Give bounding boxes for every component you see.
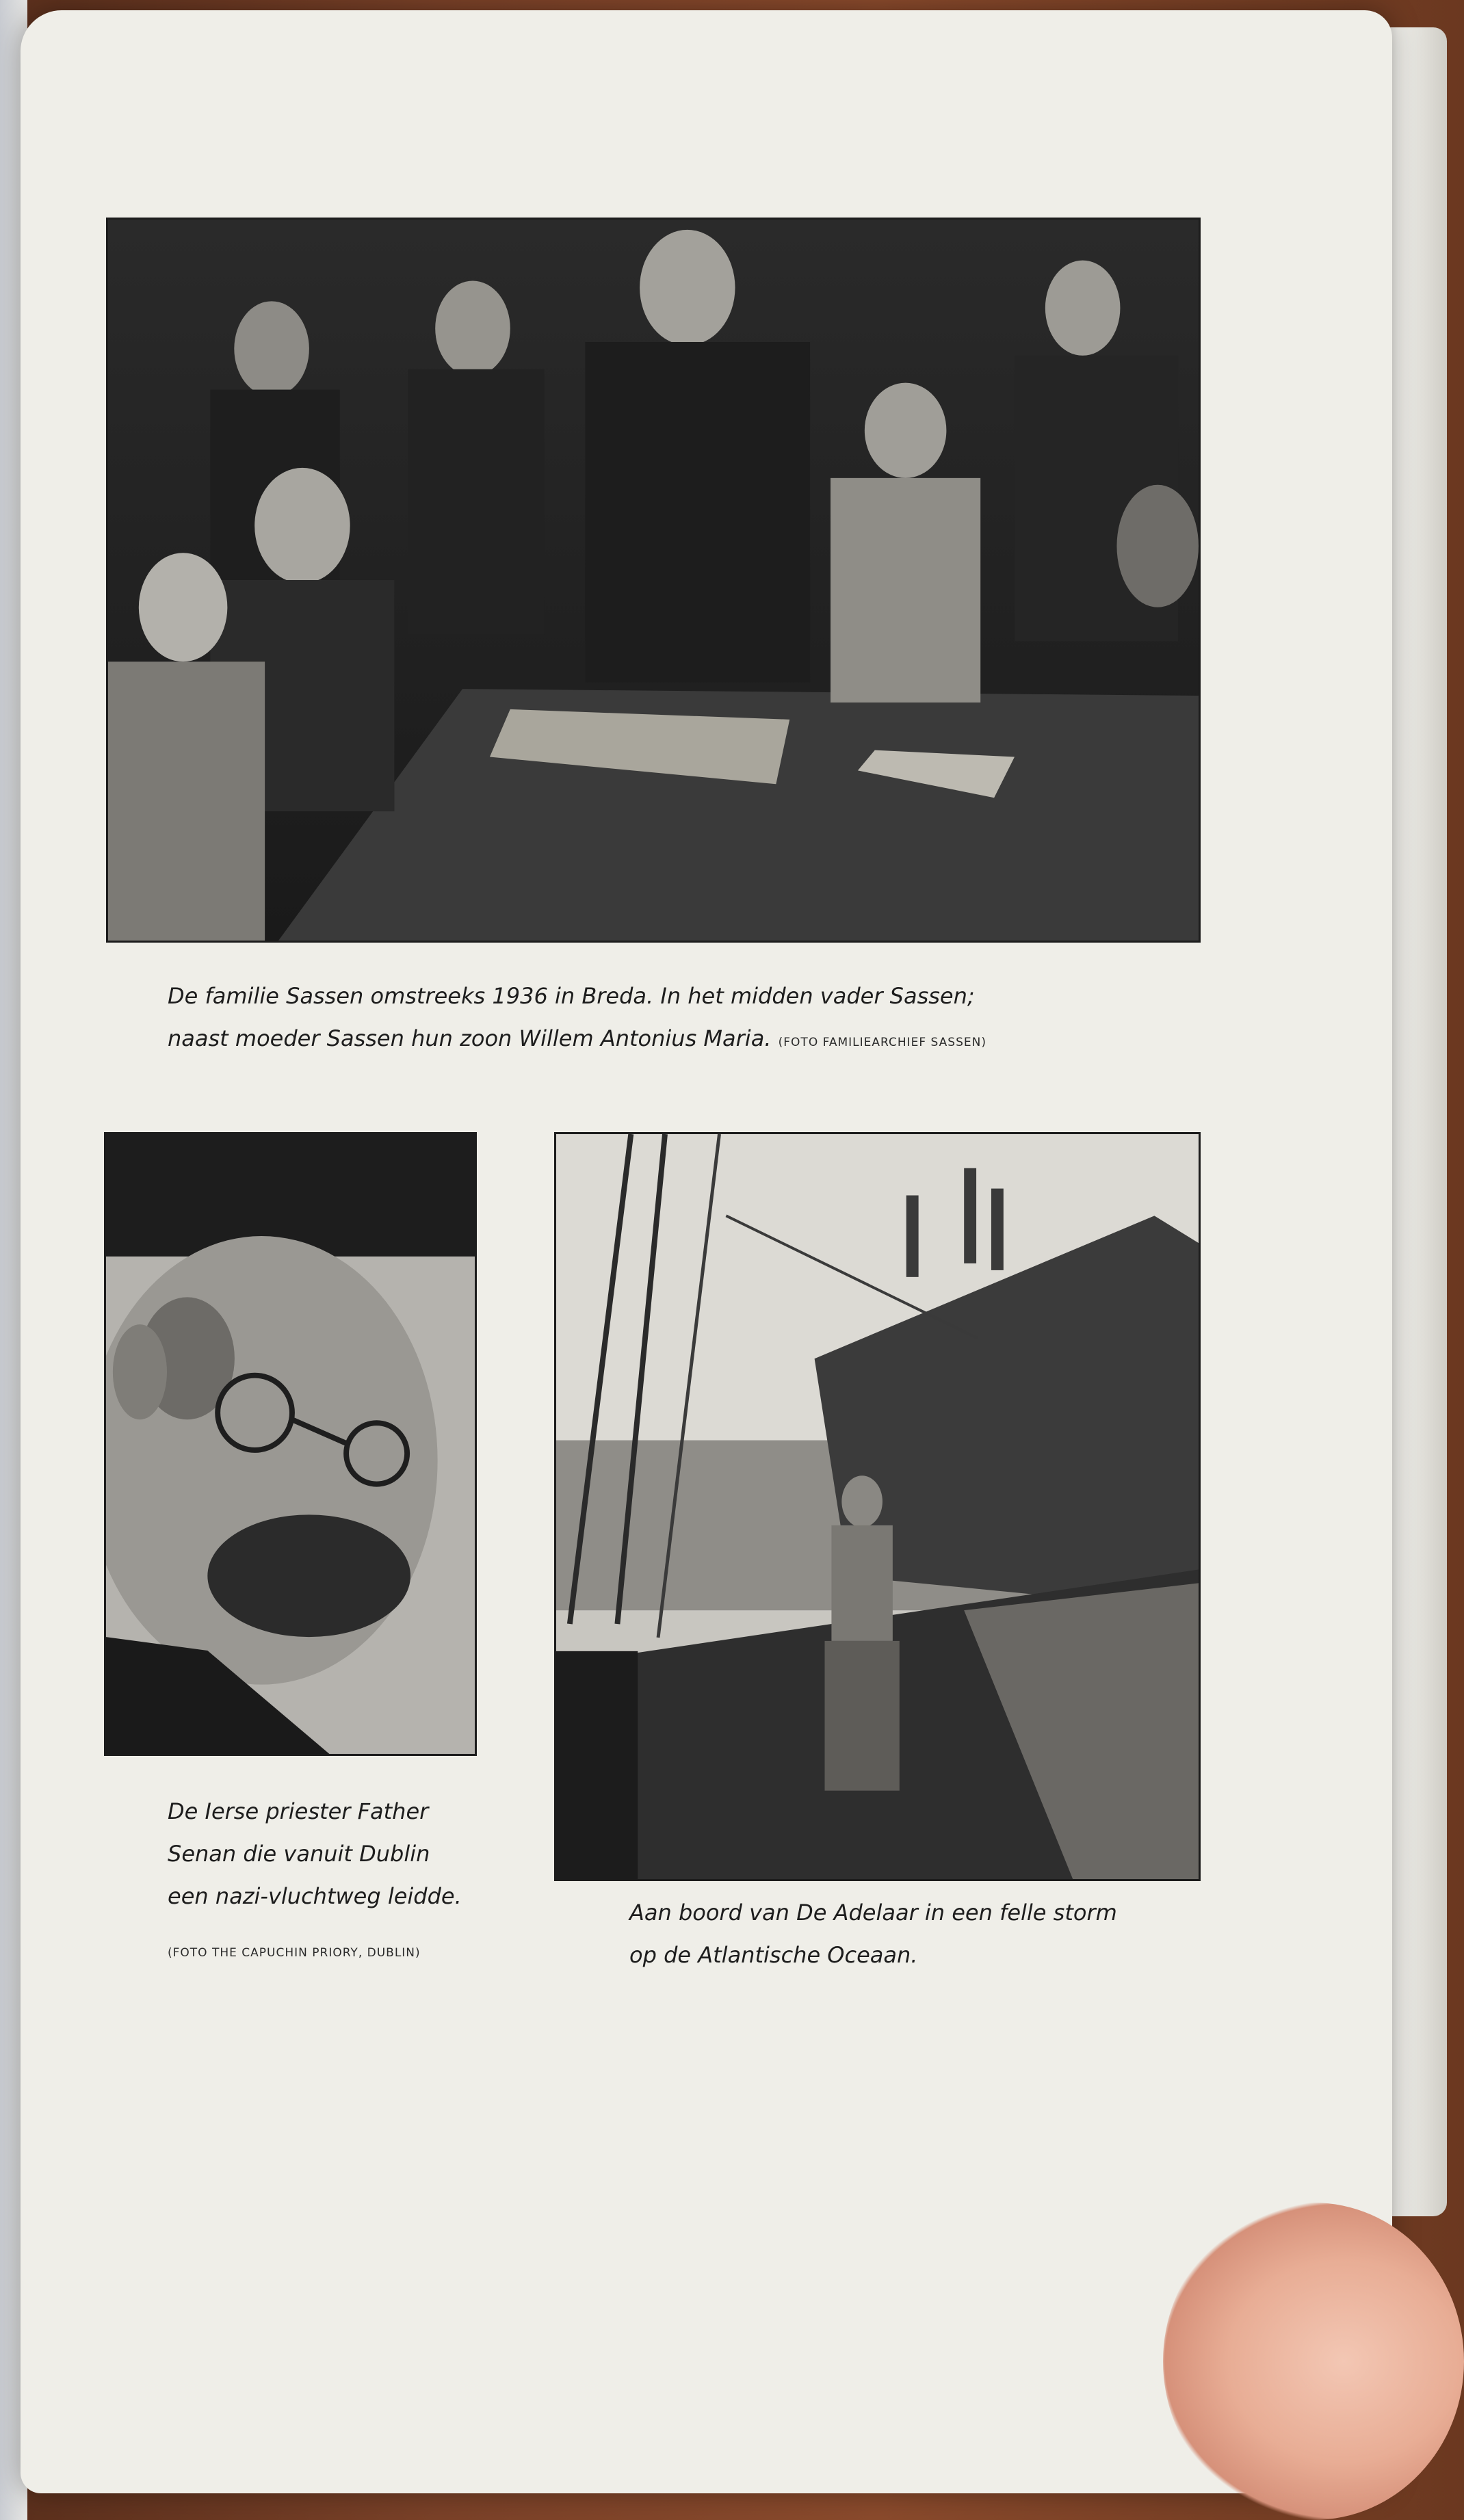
priest-caption-line-2: Senan die vanuit Dublin bbox=[168, 1841, 430, 1867]
priest-photo-credit: (FOTO THE CAPUCHIN PRIORY, DUBLIN) bbox=[168, 1946, 421, 1960]
priest-caption-line-1: De Ierse priester Father bbox=[168, 1798, 429, 1824]
priest-caption-line-3: een nazi-vluchtweg leidde. bbox=[168, 1883, 462, 1909]
family-caption-line-2: naast moeder Sassen hun zoon Willem Antonius Maria. (FOTO FAMILIEARCHIEF SASSEN) bbox=[168, 1025, 986, 1051]
thumb bbox=[1163, 2203, 1464, 2520]
family-photo bbox=[106, 218, 1201, 943]
family-photo-credit: (FOTO FAMILIEARCHIEF SASSEN) bbox=[778, 1036, 986, 1049]
ship-storm-photo bbox=[554, 1132, 1201, 1881]
family-photo-caption bbox=[168, 975, 986, 1064]
priest-portrait-photo bbox=[104, 1132, 477, 1756]
ship-caption-line-1: Aan boord van De Adelaar in een felle storm bbox=[629, 1900, 1117, 1926]
family-caption-line-1: De familie Sassen omstreeks 1936 in Breda. In het midden vader Sassen; bbox=[168, 983, 975, 1009]
ship-caption-line-2: op de Atlantische Oceaan. bbox=[629, 1942, 918, 1968]
priest-photo-caption bbox=[168, 1790, 462, 1917]
ship-photo-caption bbox=[629, 1891, 1117, 1976]
